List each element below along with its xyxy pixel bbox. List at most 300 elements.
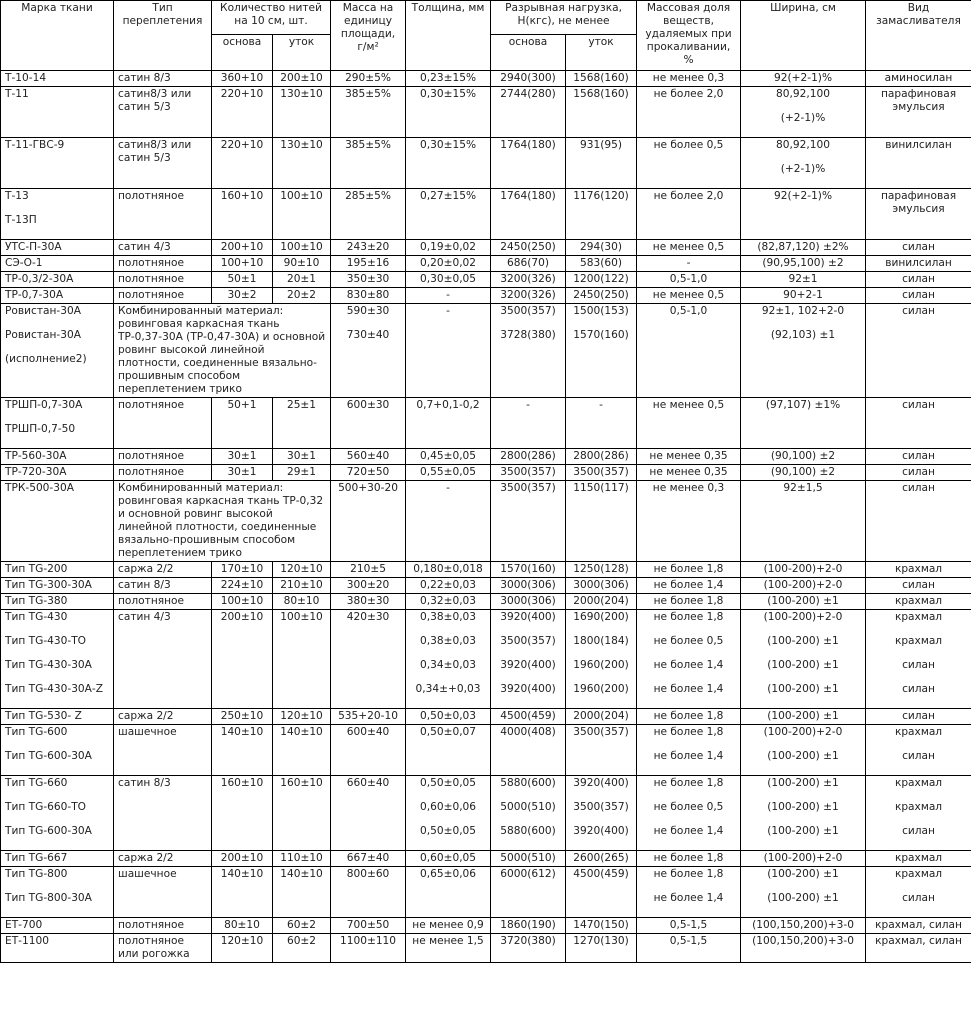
cell-threads-weft: 120±10 [273, 709, 331, 725]
cell-breaking-weft [566, 934, 637, 963]
table-row [1, 71, 971, 87]
col-header-mark: Марка ткани [1, 1, 114, 71]
thick-line: 0,7+0,1-0,2 [416, 399, 480, 411]
cell-mass [331, 240, 406, 256]
cell-threads-warp: 160±10 [212, 776, 273, 851]
cell-width [741, 709, 866, 725]
bf-line: 1568(160) [573, 88, 629, 100]
thick-line: не менее 1,5 [412, 935, 484, 947]
cell-breaking-warp [491, 776, 566, 851]
frac-line: не более 1,4 [653, 683, 724, 695]
cell-threads-weft: 200±10 [273, 71, 331, 87]
col-header-weave: Тип переплетения [114, 1, 212, 71]
cell-breaking-weft [566, 465, 637, 481]
cell-width [741, 288, 866, 304]
frac-line: не менее 0,35 [649, 450, 728, 462]
cell-threads-weft: 100±10 [273, 610, 331, 709]
cell-fraction [637, 138, 741, 189]
cell-breaking-warp [491, 398, 566, 449]
cell-breaking-warp [491, 610, 566, 709]
width-line: 92±1,5 [783, 482, 823, 494]
cell-breaking-warp [491, 725, 566, 776]
sizing-line: парафиновая эмульсия [880, 190, 957, 215]
cell-weave [114, 776, 212, 851]
bw-line: 686(70) [507, 257, 549, 269]
table-row [1, 578, 971, 594]
cell-breaking-weft [566, 288, 637, 304]
cell-threads-weft: 60±2 [273, 934, 331, 963]
cell-mass [331, 288, 406, 304]
width-line: (100-200)+2-0 [763, 852, 843, 864]
cell-weave [114, 398, 212, 449]
cell-threads-weft: 20±2 [273, 288, 331, 304]
bf-line: 1176(120) [573, 190, 629, 202]
cell-breaking-warp [491, 449, 566, 465]
mark-line: Т-11 [5, 88, 29, 100]
bw-line: 2940(300) [500, 72, 556, 84]
cell-mass [331, 776, 406, 851]
cell-thickness [406, 776, 491, 851]
sizing-line: силан [902, 892, 935, 904]
mass-line: 243±20 [346, 241, 390, 253]
sizing-line: силан [902, 482, 935, 494]
cell-width [741, 562, 866, 578]
mark-line: Тип TG-430 [5, 611, 68, 623]
bf-line: 2600(265) [573, 852, 629, 864]
bf-line: - [599, 399, 603, 411]
weave-text: полотняное [118, 190, 185, 202]
cell-width [741, 867, 866, 918]
cell-threads-warp: 30±1 [212, 465, 273, 481]
table-row [1, 709, 971, 725]
col-header-breaking-weft: уток [566, 35, 637, 71]
mark-line: (исполнение2) [5, 353, 87, 365]
sizing-line: силан [902, 659, 935, 671]
cell-threads-warp: 120±10 [212, 934, 273, 963]
cell-thickness [406, 272, 491, 288]
mass-line: 720±50 [346, 466, 390, 478]
cell-sizing [866, 562, 971, 578]
cell-mass [331, 562, 406, 578]
bw-line: 3500(357) [500, 305, 556, 317]
frac-line: 0,5-1,5 [669, 919, 708, 931]
cell-mark [1, 851, 114, 867]
width-line: (100-200) ±1 [767, 750, 839, 762]
cell-sizing [866, 240, 971, 256]
cell-fraction [637, 725, 741, 776]
mark-line: Тип TG-600-30А [5, 825, 92, 837]
cell-threads-warp: 100±10 [212, 594, 273, 610]
cell-fraction [637, 87, 741, 138]
cell-thickness [406, 465, 491, 481]
frac-line: не более 1,4 [653, 825, 724, 837]
width-line: (90,95,100) ±2 [762, 257, 844, 269]
cell-fraction [637, 189, 741, 240]
cell-threads-warp: 80±10 [212, 918, 273, 934]
cell-mass [331, 481, 406, 562]
mass-line: 350±30 [346, 273, 390, 285]
thick-line: 0,55±0,05 [419, 466, 477, 478]
cell-threads-warp: 30±1 [212, 449, 273, 465]
cell-weave [114, 867, 212, 918]
cell-fraction [637, 578, 741, 594]
cell-weave [114, 288, 212, 304]
bw-line: 3920(400) [500, 683, 556, 695]
table-row [1, 481, 971, 562]
frac-line: не более 0,5 [653, 801, 724, 813]
cell-weave [114, 725, 212, 776]
sizing-line: силан [902, 579, 935, 591]
bw-line: 4500(459) [500, 710, 556, 722]
bw-line: 3200(326) [500, 289, 556, 301]
cell-threads-warp: 220+10 [212, 138, 273, 189]
table-row [1, 138, 971, 189]
cell-breaking-weft [566, 189, 637, 240]
cell-threads-warp: 100+10 [212, 256, 273, 272]
cell-sizing [866, 578, 971, 594]
cell-thickness [406, 449, 491, 465]
cell-breaking-warp [491, 189, 566, 240]
cell-fraction [637, 867, 741, 918]
frac-line: не более 1,8 [653, 726, 724, 738]
frac-line: не более 1,8 [653, 868, 724, 880]
weave-text: полотняное [118, 273, 185, 285]
cell-fraction [637, 709, 741, 725]
sizing-line: силан [902, 683, 935, 695]
cell-fraction [637, 272, 741, 288]
mark-line: ЕТ-1100 [5, 935, 49, 947]
cell-width [741, 610, 866, 709]
bw-line: 3920(400) [500, 611, 556, 623]
thick-line: 0,50±0,05 [419, 825, 477, 837]
width-line: (100-200)+2-0 [763, 726, 843, 738]
cell-threads-weft: 30±1 [273, 449, 331, 465]
mass-line: 210±5 [350, 563, 386, 575]
table-row [1, 594, 971, 610]
cell-thickness [406, 918, 491, 934]
table-row [1, 465, 971, 481]
thick-line: - [446, 289, 450, 301]
weave-text: полотняное [118, 919, 185, 931]
cell-sizing [866, 709, 971, 725]
bf-line: 3500(357) [573, 801, 629, 813]
frac-line: не более 1,8 [653, 710, 724, 722]
cell-weave [114, 562, 212, 578]
frac-line: не более 1,4 [653, 659, 724, 671]
cell-breaking-weft [566, 867, 637, 918]
bf-line: 1960(200) [573, 659, 629, 671]
col-header-breaking: Разрывная нагрузка, Н(кгс), не менее [491, 1, 637, 35]
bf-line: 4500(459) [573, 868, 629, 880]
bf-line: 2000(204) [573, 595, 629, 607]
sizing-line: парафиновая эмульсия [880, 88, 957, 113]
mark-line: Тип TG-660 [5, 777, 68, 789]
bf-line: 3920(400) [573, 777, 629, 789]
bw-line: 3728(380) [500, 329, 556, 341]
cell-threads-warp: 250±10 [212, 709, 273, 725]
cell-threads-warp: 200±10 [212, 610, 273, 709]
cell-mark [1, 867, 114, 918]
col-header-threads: Количество нитей на 10 см, шт. [212, 1, 331, 35]
thick-line: 0,19±0,02 [419, 241, 477, 253]
cell-sizing [866, 867, 971, 918]
col-header-threads-weft: уток [273, 35, 331, 71]
mark-line: Т-11-ГВС-9 [5, 139, 65, 151]
cell-width [741, 481, 866, 562]
col-header-threads-warp: основа [212, 35, 273, 71]
width-line: (100-200)+2-0 [763, 563, 843, 575]
cell-thickness [406, 87, 491, 138]
cell-weave [114, 449, 212, 465]
mark-line: Тип TG-200 [5, 563, 68, 575]
bw-line: 1860(190) [500, 919, 556, 931]
mass-line: 667±40 [346, 852, 390, 864]
cell-fraction [637, 398, 741, 449]
cell-weave [114, 304, 331, 398]
width-line: (82,87,120) ±2% [757, 241, 849, 253]
mass-line: 600±40 [346, 726, 390, 738]
cell-thickness [406, 304, 491, 398]
mark-line: ТР-0,7-30А [5, 289, 64, 301]
width-line: 92(+2-1)% [774, 72, 833, 84]
cell-fraction [637, 304, 741, 398]
cell-thickness [406, 71, 491, 87]
cell-mark [1, 272, 114, 288]
thick-line: 0,30±15% [420, 88, 477, 100]
bw-line: 5880(600) [500, 825, 556, 837]
weave-text: полотняное [118, 450, 185, 462]
cell-mark [1, 87, 114, 138]
cell-breaking-weft [566, 709, 637, 725]
bf-line: 583(60) [580, 257, 622, 269]
weave-text: полотняное [118, 399, 185, 411]
cell-fraction [637, 481, 741, 562]
cell-mark [1, 240, 114, 256]
cell-weave [114, 934, 212, 963]
cell-mark [1, 398, 114, 449]
cell-width [741, 398, 866, 449]
cell-threads-weft: 160±10 [273, 776, 331, 851]
frac-line: не менее 0,3 [652, 482, 725, 494]
cell-threads-weft: 29±1 [273, 465, 331, 481]
cell-threads-warp: 170±10 [212, 562, 273, 578]
mark-line: Тип TG-660-ТО [5, 801, 87, 813]
cell-threads-weft: 210±10 [273, 578, 331, 594]
sizing-line: крахмал [894, 777, 943, 789]
cell-fraction [637, 71, 741, 87]
frac-line: не менее 0,5 [652, 241, 725, 253]
cell-sizing [866, 725, 971, 776]
mark-line: Ровистан-30А [5, 305, 81, 317]
mark-line: Т-13П [5, 214, 37, 226]
bw-line: 1764(180) [500, 139, 556, 151]
weave-text: полотняное [118, 257, 185, 269]
weave-text: сатин 4/3 [118, 241, 171, 253]
cell-width [741, 851, 866, 867]
cell-sizing [866, 272, 971, 288]
weave-text: Комбинированный материал: ровинговая каркасная ткань ТР-0,37-30А (ТР-0,47-30А) и основной ровинг высокой линейной плотности, соединенные вязально-прошивным способом переплетением трико [118, 305, 326, 395]
bw-line: 3720(380) [500, 935, 556, 947]
mass-line: 535+20-10 [338, 710, 398, 722]
width-line: (100-200) ±1 [767, 801, 839, 813]
width-line: (+2-1)% [780, 163, 826, 175]
cell-breaking-weft [566, 87, 637, 138]
col-header-width: Ширина, см [741, 1, 866, 71]
table-row [1, 851, 971, 867]
bf-line: 294(30) [580, 241, 622, 253]
thick-line: 0,45±0,05 [419, 450, 477, 462]
cell-breaking-weft [566, 240, 637, 256]
cell-breaking-warp [491, 240, 566, 256]
cell-threads-warp: 200±10 [212, 851, 273, 867]
cell-breaking-warp [491, 562, 566, 578]
cell-threads-warp: 220+10 [212, 87, 273, 138]
weave-text: сатин 8/3 [118, 579, 171, 591]
cell-width [741, 138, 866, 189]
mark-line: Тип TG-430-30А [5, 659, 92, 671]
sizing-line: силан [902, 305, 935, 317]
mass-line: 1100±110 [339, 935, 397, 947]
cell-sizing [866, 918, 971, 934]
cell-mass [331, 610, 406, 709]
mark-line: Тип TG-430-ТО [5, 635, 87, 647]
cell-threads-warp: 360+10 [212, 71, 273, 87]
mark-line: Тип TG-667 [5, 852, 68, 864]
sizing-line: крахмал [894, 726, 943, 738]
table-body [1, 71, 971, 963]
weave-text: сатин8/3 или сатин 5/3 [118, 88, 192, 113]
bw-line: 5000(510) [500, 852, 556, 864]
bf-line: 1960(200) [573, 683, 629, 695]
mark-line: Тип TG-530- Z [5, 710, 82, 722]
cell-thickness [406, 934, 491, 963]
cell-mass [331, 578, 406, 594]
sizing-line: силан [902, 825, 935, 837]
width-line: (92,103) ±1 [770, 329, 836, 341]
weave-text: шашечное [118, 726, 177, 738]
table-row [1, 272, 971, 288]
bw-line: 2800(286) [500, 450, 556, 462]
cell-threads-warp: 50±1 [212, 272, 273, 288]
cell-mass [331, 934, 406, 963]
cell-mark [1, 934, 114, 963]
sizing-line: аминосилан [884, 72, 953, 84]
bf-line: 3000(306) [573, 579, 629, 591]
cell-mark [1, 304, 114, 398]
bf-line: 1150(117) [573, 482, 629, 494]
table-row [1, 87, 971, 138]
cell-threads-weft: 60±2 [273, 918, 331, 934]
bw-line: 2450(250) [500, 241, 556, 253]
cell-mass [331, 87, 406, 138]
cell-weave [114, 578, 212, 594]
mark-line: Тип TG-380 [5, 595, 68, 607]
cell-breaking-weft [566, 138, 637, 189]
frac-line: не менее 0,5 [652, 399, 725, 411]
mark-line: УТС-П-30А [5, 241, 62, 253]
bw-line: 3920(400) [500, 659, 556, 671]
cell-breaking-weft [566, 71, 637, 87]
cell-width [741, 594, 866, 610]
bf-line: 1470(150) [573, 919, 629, 931]
cell-mass [331, 398, 406, 449]
width-line: (100-200) ±1 [767, 710, 839, 722]
cell-breaking-warp [491, 465, 566, 481]
mass-line: 420±30 [346, 611, 390, 623]
cell-breaking-warp [491, 709, 566, 725]
frac-line: не более 1,8 [653, 611, 724, 623]
cell-threads-warp: 30±2 [212, 288, 273, 304]
weave-text: сатин 8/3 [118, 777, 171, 789]
mass-line: 560±40 [346, 450, 390, 462]
bf-line: 1568(160) [573, 72, 629, 84]
cell-threads-weft: 130±10 [273, 138, 331, 189]
cell-fraction [637, 465, 741, 481]
bw-line: 5000(510) [500, 801, 556, 813]
mass-line: 590±30 [346, 305, 390, 317]
cell-weave [114, 465, 212, 481]
bf-line: 931(95) [580, 139, 622, 151]
cell-mark [1, 918, 114, 934]
mark-line: ТРШП-0,7-50 [5, 423, 76, 435]
mark-line: ЕТ-700 [5, 919, 43, 931]
cell-mass [331, 272, 406, 288]
cell-mass [331, 867, 406, 918]
cell-width [741, 87, 866, 138]
width-line: (100-200) ±1 [767, 825, 839, 837]
width-line: 92±1, 102+2-0 [761, 305, 845, 317]
frac-line: не более 0,5 [653, 635, 724, 647]
cell-width [741, 578, 866, 594]
bf-line: 2800(286) [573, 450, 629, 462]
mass-line: 300±20 [346, 579, 390, 591]
thick-line: 0,20±0,02 [419, 257, 477, 269]
weave-text: сатин8/3 или сатин 5/3 [118, 139, 192, 164]
col-header-thickness: Толщина, мм [406, 1, 491, 71]
frac-line: не более 1,8 [653, 563, 724, 575]
width-line: (100-200) ±1 [767, 659, 839, 671]
cell-mass [331, 71, 406, 87]
cell-weave [114, 138, 212, 189]
table-row [1, 189, 971, 240]
cell-weave [114, 481, 331, 562]
sizing-line: крахмал [894, 852, 943, 864]
thick-line: 0,180±0,018 [413, 563, 483, 575]
cell-breaking-warp [491, 851, 566, 867]
weave-text: сатин 8/3 [118, 72, 171, 84]
cell-breaking-warp [491, 304, 566, 398]
sizing-line: крахмал [894, 563, 943, 575]
frac-line: 0,5-1,0 [669, 305, 708, 317]
bw-line: - [526, 399, 530, 411]
cell-sizing [866, 189, 971, 240]
thick-line: 0,22±0,03 [419, 579, 477, 591]
cell-mass [331, 304, 406, 398]
mark-line: Тип TG-800 [5, 868, 68, 880]
col-header-sizing: Вид замасливателя [866, 1, 971, 71]
width-line: 80,92,100 [776, 139, 830, 151]
cell-threads-warp: 160+10 [212, 189, 273, 240]
width-line: 92±1 [788, 273, 818, 285]
cell-sizing [866, 256, 971, 272]
cell-width [741, 304, 866, 398]
col-header-fraction: Массовая доля веществ, удаляемых при прокаливании, % [637, 1, 741, 71]
thick-line: 0,60±0,06 [419, 801, 477, 813]
mass-line: 800±60 [346, 868, 390, 880]
weave-text: шашечное [118, 868, 177, 880]
sizing-line: крахмал [894, 595, 943, 607]
bf-line: 3920(400) [573, 825, 629, 837]
